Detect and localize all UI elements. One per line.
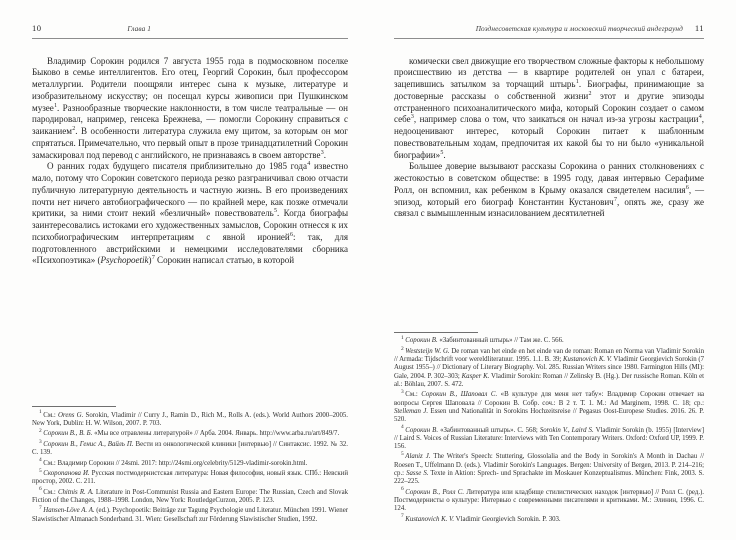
footnote-list-left (32, 409, 349, 524)
italic-text: Weststeijn W. G. (405, 347, 450, 355)
footnote (394, 424, 705, 452)
italic-text: Sorokin V., Laird S. (539, 426, 594, 434)
text-run: . (443, 149, 446, 160)
italic-text: Скоропанова И. (43, 469, 90, 477)
footnote-number: 7 (39, 505, 42, 512)
footnote (32, 409, 348, 429)
footnote-number: 7 (401, 513, 404, 520)
text-run: . Когда биографы заинтересовались истоками его художественных замыслов, Сорокин отнесся к их психобиографическим интерпретациям с явной иронией (32, 208, 349, 242)
body-text-left (32, 56, 348, 268)
footnote-number: 3 (401, 389, 404, 396)
page-right (368, 0, 736, 540)
footnote-ref[interactable]: 2 (588, 90, 592, 97)
italic-text: Psychopoetik (100, 255, 149, 266)
text-run: Vladimir Sorokin: Roman // Zelinsky B. (Hg.). Der russische Roman. Köln et al.: Böhlau, 2007. S. 472. (394, 372, 704, 388)
text-run: Литература или кладбище стилистических находок [интервью] // Ролл С. (ред.). Постмодернисты о культуре: Интервью с современными писателями и критиками. М.: Элинин, 1996. С. 124. (394, 488, 704, 513)
text-run: «Забинтованный штырь» // Там же. С. 566. (437, 337, 564, 345)
text-run: , например слова о том, что заикаться он начал из-за угрозы кастрации (413, 114, 699, 125)
footnote-number: 2 (401, 345, 404, 352)
body-text-right (394, 56, 704, 221)
text-run: : так, для подготовленного австрийскими и немецкими исследователями сборника «Психопоэтика» ( (32, 231, 348, 266)
footnote (32, 457, 348, 468)
text-run: См.: (405, 391, 422, 399)
footnote (394, 337, 704, 345)
footnote (32, 507, 348, 524)
text-run: Русская постмодернистская литература: Новая философия, новый язык. СПб.: Невский простор, 2002. С. 211. (32, 469, 348, 486)
text-run: . (323, 149, 327, 160)
footnote (32, 430, 348, 438)
text-run: О ранних годах будущего писателя приблизительно до 1985 года (47, 161, 307, 172)
footnote-number: 1 (39, 409, 42, 416)
footnotes-right (394, 328, 704, 526)
text-run: известно мало, потому что Сорокин советского периода резко разграничивал свою отчасти публичную литературную деятельность и частную жизнь. В его произведениях почти нет ничего автобиографического — по крайней мере, как позже отмечали критики, за ними стоит некий «безличный» повествователь (32, 161, 348, 219)
folio-number-right: 11 (694, 23, 704, 33)
text-run: (ed.). Psychopoetik: Beiträge zur Tagung Psychologie und Literatur. München 1991. Wiener Slawistischer Almanach Sonderband. 31. Wien: Gesellschaft zur Förderung Slawistischer Studien, 1992. (32, 507, 348, 523)
footnote-number: 5 (39, 467, 42, 474)
footnote-number: 6 (401, 486, 404, 493)
paragraph (32, 56, 348, 162)
footnote-ref[interactable]: 7 (151, 255, 155, 262)
italic-text: Chitnis R. A. (57, 488, 94, 496)
italic-text: Сорокин В., Шаповал С. (421, 391, 498, 399)
italic-text: Kustanovich K. V. (563, 356, 612, 364)
footnote-ref[interactable]: 6 (685, 184, 689, 191)
text-run: . Разнообразные творческие наклонности, в том числе театральные — он пародировал, например, генсека Брежнева, — помогли Сорокину справиться с заиканием (32, 102, 348, 137)
footnote-list-right (394, 337, 704, 523)
text-run: Большее доверие вызывают рассказы Сорокина о ранних столкновениях с жестокостью в советском обществе: в 1995 году, давая интервью Серафиме Ролл, он вспомнил, как ребенком в Крыму оказался свидетелем насилия (394, 161, 704, 195)
text-run: Essen und Nationalität in Sorokins Hochzeitsreise // Pegasus Oost-Europese Studies. 2016. 26. P. 520. (394, 407, 705, 424)
text-run: Texte in Aktion: Sprech- und Sprachakte im Moskauer Konzeptualismus. München: Fink, 2003. S. 222–225. (394, 469, 705, 486)
italic-text: Сорокин В. (405, 337, 438, 345)
footnote-number: 4 (39, 457, 42, 464)
text-run: ) (148, 255, 152, 266)
footnotes-left (32, 402, 348, 526)
footnote-ref[interactable]: 7 (613, 196, 617, 203)
footnote (394, 486, 704, 514)
text-run: См.: (43, 411, 58, 419)
footnote-ref[interactable]: 3 (410, 114, 414, 121)
paragraph (394, 56, 704, 162)
text-run: этот и другие эпизоды отстраненного психоаналитического мифа, который Сорокин создает о самом себе (394, 90, 704, 125)
text-run: De roman van het einde en het einde van de roman: Roman en Norma van Vladimir Sorokin // Armada: Tijdschrift voor wereldliteratuur. 1995. 1.1. B. 39; (394, 347, 704, 364)
italic-text: Alaniz J. (405, 453, 431, 461)
folio-number-left: 10 (32, 23, 42, 33)
footnote-ref[interactable]: 6 (290, 231, 293, 238)
text-run: «Забинтованный штырь». С. 568; (438, 426, 540, 434)
text-run: . В особенности литература служила ему щитом, за которым он мог спрятаться. Примечательно, что первый опыт в прозе тринадцатилетний Сорокин замаскировал под перевод с английского, не признаваясь в своем авторстве (32, 126, 348, 160)
text-run: Sorokin, Vladimir // Curry J., Ramin D., Rich M., Rolls A. (eds.). World Authors 2000–2005. New York, Dublin: H. W. Wilson, 2007. P. 703. (32, 411, 348, 427)
footnote (394, 345, 704, 389)
footnote-separator-rule (32, 406, 116, 407)
running-title-right: Позднесоветская культура и московский творческий андеграунд (475, 24, 683, 33)
text-run: Vladimir Georgievich Sorokin (7 August 1955–) // Dictionary of Literary Biography. Vol. 285. Russian Writers since 1980. Farmington Hills (MI): Gale, 2004. P. 302–303; (394, 356, 704, 380)
italic-text: Сорокин В. (405, 426, 439, 434)
italic-text: Сорокин В., Генис А., Вайль П. (43, 440, 134, 448)
footnote-ref[interactable]: 1 (575, 79, 579, 86)
footnote-separator-rule (394, 332, 478, 333)
footnote-ref[interactable]: 4 (307, 161, 311, 168)
text-run: См.: Владимир Сорокин // 24smi. 2017: http://24smi.org/celebrity/5129-vladimir-sorokin.html. (43, 459, 308, 467)
text-run: Vladimir Georgievich Sorokin. P. 303. (454, 515, 561, 523)
italic-text: Stelleman J. (394, 407, 429, 415)
footnote (394, 391, 704, 424)
running-title-left: Глава 1 (127, 24, 152, 33)
footnote-number: 3 (39, 438, 42, 445)
footnote (32, 486, 349, 506)
paragraph (394, 161, 704, 220)
text-run: , — эпизод, который его биограф Константин Кустанович (394, 184, 705, 207)
footnote-ref[interactable]: 5 (440, 149, 444, 156)
paragraph (32, 161, 348, 267)
running-head-left (32, 24, 348, 39)
text-run: См.: (43, 488, 58, 496)
text-run: Вести из онкологической клиники [интервью] // Синтаксис. 1992. № 32. С. 139. (32, 440, 348, 457)
italic-text: Сорокин В., В. Б. (43, 430, 93, 438)
text-run: «В культуре для меня нет табу»: Владимир Сорокин отвечает на вопросы Сергея Шаповала // Сорокин В. Собр. соч.: В 2 т. Т. 1. М.: Ad Marginem, 1998. С. 18; ср.: (394, 391, 705, 407)
text-run: , опять же, сразу же связал с вымышленным изнасилованием десятилетней (394, 196, 704, 219)
italic-text: Kustanovich K. V. (405, 515, 455, 523)
text-run: Literature in Post-Communist Russia and Eastern Europe: The Russian, Czech and Slovak Fiction of the Changes, 1988–1998. London, New York: RoutledgeCurzon, 2005. P. 123. (32, 488, 349, 504)
footnote-ref[interactable]: 3 (320, 149, 324, 156)
text-run: комически свел движущие его творчеством сложные факторы к небольшому происшествию из детства — в квартире родителей он упал с батареи, зацепившись затылком за торчащий штырь (394, 55, 704, 90)
footnote-number: 4 (401, 424, 404, 431)
footnote-number: 2 (39, 428, 42, 435)
footnote (32, 438, 348, 458)
text-run: Владимир Сорокин родился 7 августа 1955 года в подмосковном поселке Быково в семье интеллигентов. Его отец, Георгий Сорокин, был профессором металлургии. Родители поощряли интерес сына к музыке, литературе и изобразительному искусству; он посещал курсы живописи при Пушкинском музее (32, 55, 348, 113)
text-run: Vladimir Sorokin (b. 1955) [Interview] // Laird S. Voices of Russian Literature: Interviews with Ten Contemporary Writers. Oxford: Oxford UP, 1999. P. 156. (394, 426, 705, 450)
text-run: «Мы все отравлены литературой» // Арба. 2004. Январь. http://www.arba.ru/art/849/7. (92, 430, 340, 438)
italic-text: Sasse S. (406, 469, 429, 477)
italic-text: Hansen-Löve A. A. (43, 507, 95, 515)
text-run: . Биографы, принимающие за достоверные рассказы о собственной жизни (394, 79, 704, 101)
footnote-ref[interactable]: 1 (54, 102, 58, 109)
footnote-ref[interactable]: 5 (274, 208, 277, 215)
italic-text: Сорокин В., Ролл С. (405, 488, 465, 496)
footnote (394, 453, 704, 486)
text-run: The Writer's Speech: Stuttering, Glossolalia and the Body in Sorokin's A Month in Dachau // Roesen T., Uffelmann D. (eds.). Vladimir Sorokin's Languages. Bergen: University of Bergen, 2013. P. 214–216; ср.: (394, 453, 704, 477)
italic-text: Orens G. (58, 411, 84, 419)
footnote-ref[interactable]: 4 (698, 114, 702, 121)
footnote-number: 1 (401, 335, 404, 342)
italic-text: Kasper K. (461, 372, 490, 380)
footnote (394, 513, 704, 524)
text-run: , недооценивают интерес, который Сорокин питает к шаблонным повествовательным ходам, предпочитая их какой бы то ни было «уникальной биографии» (394, 114, 704, 160)
running-head-right (394, 24, 704, 39)
footnote-ref[interactable]: 2 (72, 126, 76, 133)
footnote (32, 467, 348, 487)
footnote-number: 6 (39, 486, 42, 493)
footnote-number: 5 (401, 451, 404, 458)
text-run: Сорокин написал статью, в которой (154, 255, 295, 266)
